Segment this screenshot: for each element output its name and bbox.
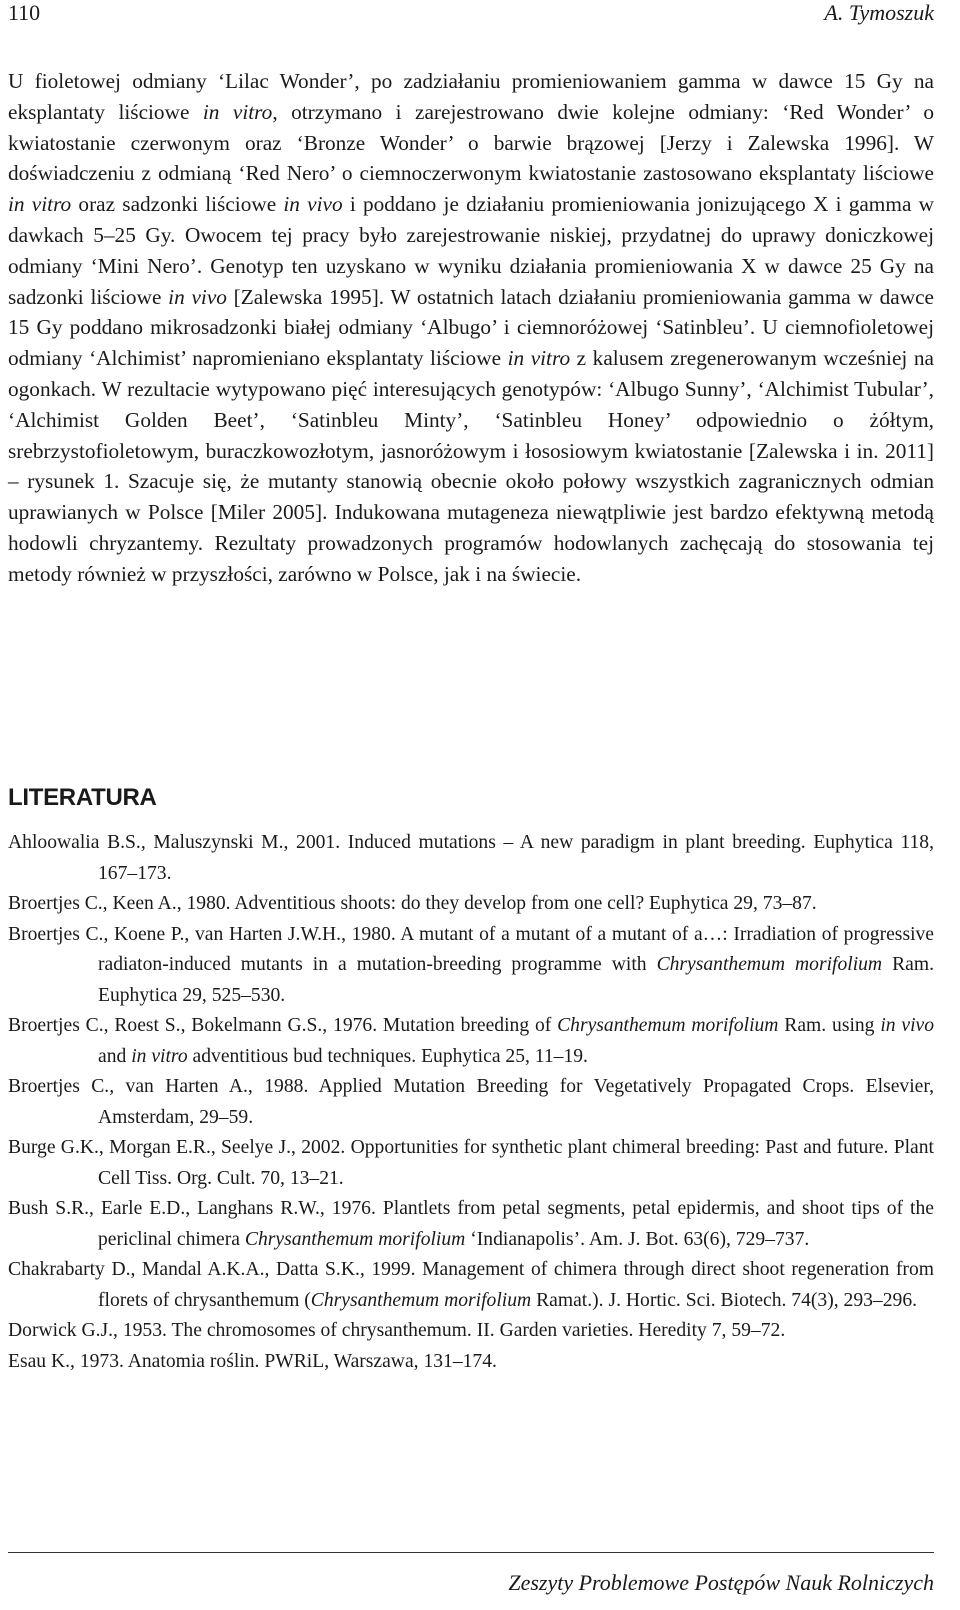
reference-item bbox=[8, 1255, 934, 1316]
latin-term: in vitro bbox=[131, 1045, 188, 1067]
reference-text: Burge G.K., Morgan E.R., Seelye J., 2002. Opportunities for synthetic plant chimeral breeding: Past and future. Plant Cell Tiss. Org. Cult. 70, 13–21. bbox=[8, 1137, 934, 1189]
section-heading-literatura: LITERATURA bbox=[8, 784, 157, 811]
reference-text: Ram. Euphytica 29, 525–530. bbox=[98, 954, 934, 1006]
reference-text: Ram. using bbox=[778, 1015, 881, 1036]
reference-text: Broertjes C., van Harten A., 1988. Applied Mutation Breeding for Vegetatively Propagated Crops. Elsevier, Amsterdam, 29–59. bbox=[8, 1076, 934, 1128]
footer-divider bbox=[8, 1552, 934, 1553]
reference-text: and bbox=[98, 1045, 132, 1067]
reference-text: Ramat.). J. Hortic. Sci. Biotech. 74(3), 293–296. bbox=[531, 1289, 918, 1311]
latin-term: in vitro bbox=[202, 99, 273, 124]
latin-term: in vivo bbox=[168, 284, 227, 309]
reference-text: Broertjes C., Roest S., Bokelmann G.S., 1976. Mutation breeding of bbox=[8, 1015, 558, 1036]
reference-item bbox=[8, 920, 934, 1012]
species-name: Chrysanthemum morifolium bbox=[310, 1289, 532, 1311]
body-text-segment: oraz sadzonki liściowe bbox=[71, 192, 284, 217]
body-text-segment: [Zalewska 1995]. W ostatnich latach działaniu promieniowania gamma w dawce 15 Gy poddano mikrosadzonki białej odmiany ‘Albugo’ i ciemnoróżowej ‘Satinbleu’. U ciemnofioletowej odmiany ‘Alchimist’ napromieniano eksplantaty liściowe bbox=[8, 284, 934, 371]
reference-item bbox=[8, 1347, 934, 1378]
body-paragraph bbox=[8, 66, 934, 590]
reference-text: Broertjes C., Koene P., van Harten J.W.H., 1980. A mutant of a mutant of a mutant of a…: Irradiation of progressive radiaton-induced mutants in a mutation-breeding programme with bbox=[8, 923, 934, 975]
reference-item bbox=[8, 889, 934, 920]
reference-item bbox=[8, 828, 934, 889]
latin-term: in vitro bbox=[507, 346, 571, 371]
body-text-segment: , otrzymano i zarejestrowano dwie kolejne odmiany: ‘Red Wonder’ o kwiatostanie czerwonym oraz ‘Bronze Wonder’ o barwie brązowej [Jerzy i Zalewska 1996]. W doświadczeniu z odmianą ‘Red Nero’ o ciemnoczerwonym kwiatostanie zastosowano eksplantaty liściowe bbox=[8, 99, 934, 186]
latin-term: in vitro bbox=[8, 192, 72, 217]
body-text-segment: U fioletowej odmiany ‘Lilac Wonder’, po zadziałaniu promieniowaniem gamma w dawce 15 Gy na eksplantaty liściowe bbox=[8, 69, 934, 124]
reference-text: Broertjes C., Keen A., 1980. Adventitious shoots: do they develop from one cell? Euphytica 29, 73–87. bbox=[8, 893, 817, 914]
reference-text: Bush S.R., Earle E.D., Langhans R.W., 1976. Plantlets from petal segments, petal epidermis, and shoot tips of the periclinal chimera bbox=[8, 1198, 934, 1250]
journal-footer: Zeszyty Problemowe Postępów Nauk Rolniczych bbox=[508, 1570, 934, 1595]
reference-text: Dorwick G.J., 1953. The chromosomes of chrysanthemum. II. Garden varieties. Heredity 7, 59–72. bbox=[8, 1320, 786, 1341]
reference-text: Chakrabarty D., Mandal A.K.A., Datta S.K., 1999. Management of chimera through direct shoot regeneration from florets of chrysanthemum ( bbox=[8, 1259, 934, 1311]
latin-term: in vivo bbox=[283, 192, 343, 217]
page-number: 110 bbox=[8, 0, 41, 25]
running-header bbox=[0, 0, 960, 26]
reference-text: adventitious bud techniques. Euphytica 25, 11–19. bbox=[187, 1045, 588, 1067]
reference-item bbox=[8, 1011, 934, 1072]
body-text-segment: z kalusem zregenerowanym wcześniej na ogonkach. W rezultacie wytypowano pięć interesujących genotypów: ‘Albugo Sunny’, ‘Alchimist Tubular’, ‘Alchimist Golden Beet’, ‘Satinbleu Minty’, ‘Satinbleu Honey’ odpowiednio o żółtym, srebrzystofioletowym, buraczkowozłotym, jasnoróżowym i łososiowym kwiatostanie [Zalewska i in. 2011] – rysunek 1. Szacuje się, że mutanty stanowią obecnie około połowy wszystkich zagranicznych odmian uprawianych w Polsce [Miler 2005]. Indukowana mutageneza niewątpliwie jest bardzo efektywną metodą hodowli chryzantemy. Rezultaty prowadzonych programów hodowlanych zachęcają do stosowania tej metody również w przyszłości, zarówno w Polsce, jak i na świecie. bbox=[8, 346, 934, 586]
reference-item bbox=[8, 1194, 934, 1255]
reference-item bbox=[8, 1316, 934, 1347]
species-name: Chrysanthemum morifolium bbox=[244, 1228, 466, 1250]
latin-term: in vivo bbox=[880, 1015, 935, 1036]
reference-item bbox=[8, 1133, 934, 1194]
body-text-segment: i poddano je działaniu promieniowania jonizującego X i gamma w dawkach 5–25 Gy. Owocem tej pracy było zarejestrowanie niskiej, przydatnej do uprawy doniczkowej odmiany ‘Mini Nero’. Genotyp ten uzyskano w wyniku działania promieniowania X w dawce 25 Gy na sadzonki liściowe bbox=[8, 192, 934, 309]
running-author: A. Tymoszuk bbox=[824, 0, 934, 25]
species-name: Chrysanthemum morifolium bbox=[557, 1015, 779, 1036]
reference-list bbox=[8, 828, 934, 1377]
reference-text: Esau K., 1973. Anatomia roślin. PWRiL, Warszawa, 131–174. bbox=[8, 1350, 497, 1372]
reference-text: Ahloowalia B.S., Maluszynski M., 2001. Induced mutations – A new paradigm in plant breeding. Euphytica 118, 167–173. bbox=[8, 832, 934, 884]
species-name: Chrysanthemum morifolium bbox=[656, 954, 883, 975]
reference-text: ‘Indianapolis’. Am. J. Bot. 63(6), 729–737. bbox=[465, 1228, 810, 1250]
reference-item bbox=[8, 1072, 934, 1133]
